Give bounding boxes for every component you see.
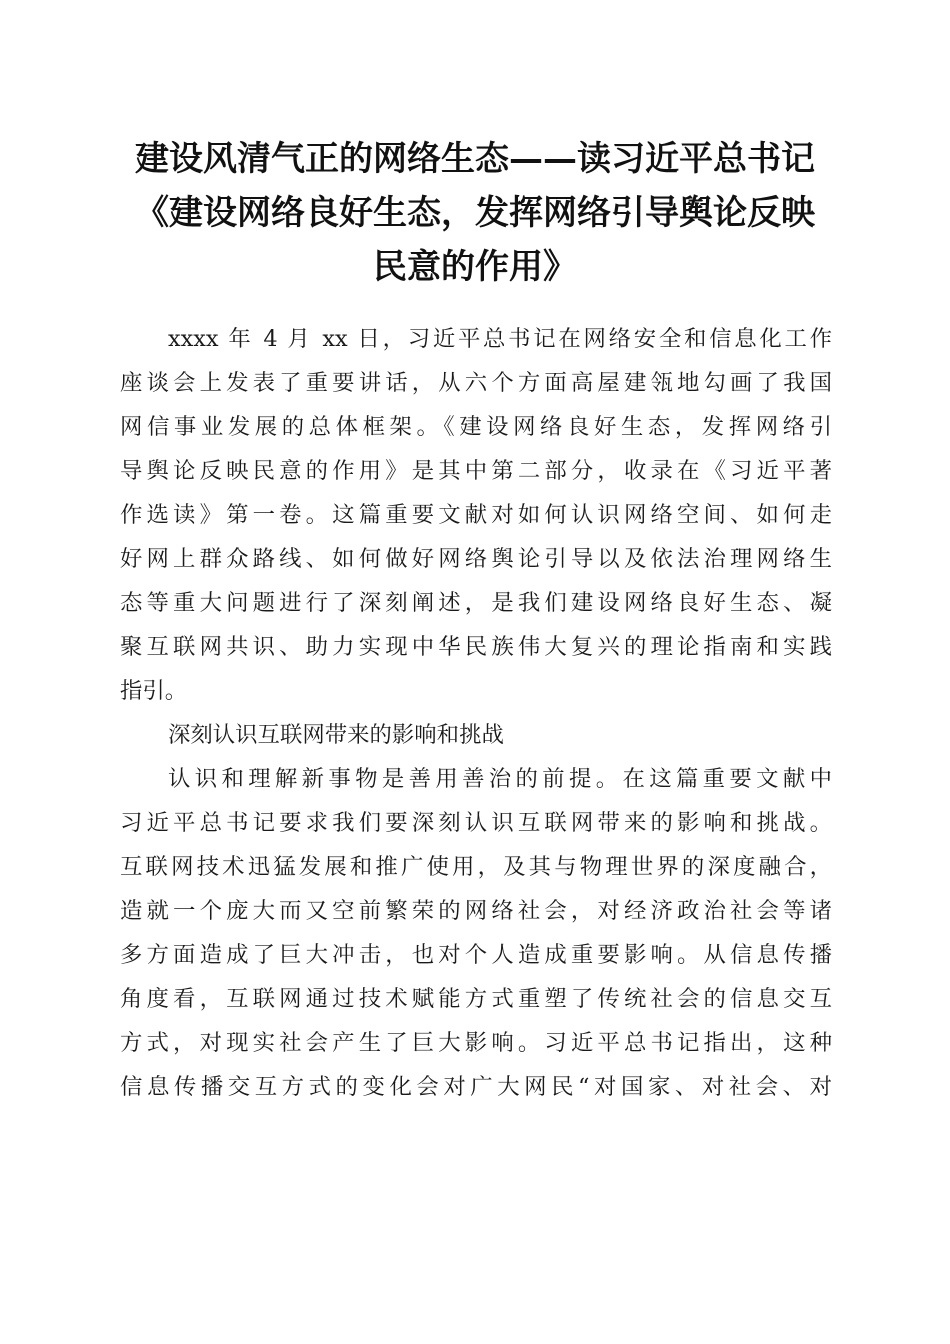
text-line: 信息传播交互方式的变化会对广大网民“对国家、对社会、对 xyxy=(120,1074,832,1100)
title-line: 民意的作用》 xyxy=(373,247,577,287)
text-line: 方式，对现实社会产生了巨大影响。习近平总书记指出，这种 xyxy=(120,1030,832,1056)
title-line: 建设风清气正的网络生态——读习近平总书记 xyxy=(135,139,815,179)
text-line: 习近平总书记要求我们要深刻认识互联网带来的影响和挑战。 xyxy=(120,810,832,836)
text-line: 导舆论反映民意的作用》是其中第二部分，收录在《习近平著 xyxy=(120,458,832,484)
text-line: 指引。 xyxy=(120,678,188,704)
text-line: 多方面造成了巨大冲击，也对个人造成重要影响。从信息传播 xyxy=(120,942,832,968)
title-line: 《建设网络良好生态，发挥网络引导舆论反映 xyxy=(135,193,815,233)
section-heading-text: 深刻认识互联网带来的影响和挑战 xyxy=(168,722,504,748)
text-line: 认识和理解新事物是善用善治的前提。在这篇重要文献中 xyxy=(168,766,832,792)
text-line: 角度看，互联网通过技术赋能方式重塑了传统社会的信息交互 xyxy=(120,986,832,1012)
paragraph-intro xyxy=(120,317,832,713)
text-line: 作选读》第一卷。这篇重要文献对如何认识网络空间、如何走 xyxy=(120,502,832,528)
text-line: 态等重大问题进行了深刻阐述，是我们建设网络良好生态、凝 xyxy=(120,590,832,616)
text-line: 互联网技术迅猛发展和推广使用，及其与物理世界的深度融合， xyxy=(120,854,832,880)
text-line: 聚互联网共识、助力实现中华民族伟大复兴的理论指南和实践 xyxy=(120,634,832,660)
document-title xyxy=(100,132,850,294)
text-line: 网信事业发展的总体框架。《建设网络良好生态，发挥网络引 xyxy=(120,414,832,440)
text-line: 好网上群众路线、如何做好网络舆论引导以及依法治理网络生 xyxy=(120,546,832,572)
text-line: xxxx 年 4 月 xx 日，习近平总书记在网络安全和信息化工作 xyxy=(168,326,832,352)
text-line: 座谈会上发表了重要讲话，从六个方面高屋建瓴地勾画了我国 xyxy=(120,370,832,396)
paragraph-section-1 xyxy=(120,757,832,1109)
text-line: 造就一个庞大而又空前繁荣的网络社会，对经济政治社会等诸 xyxy=(120,898,832,924)
document-body xyxy=(120,317,832,1109)
section-heading xyxy=(120,713,832,757)
